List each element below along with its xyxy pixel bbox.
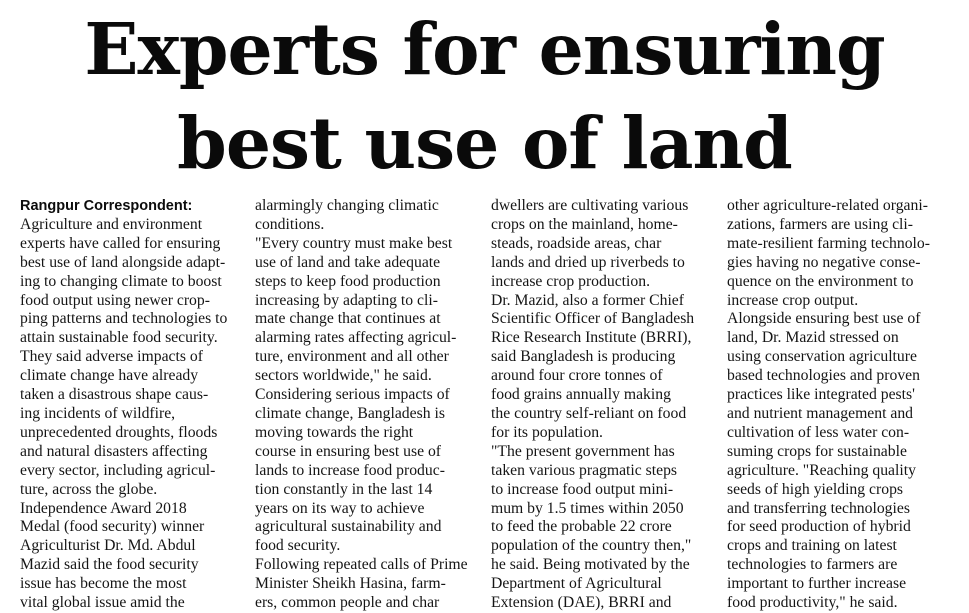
headline-line-1: Experts for ensuring <box>84 7 885 91</box>
body-text-line: vital global issue amid the <box>20 594 185 612</box>
body-text-line: Mazid said the food security <box>20 556 199 574</box>
body-text-line: Department of Agricultural <box>491 575 662 593</box>
body-text-line: unprecedented droughts, floods <box>20 423 218 441</box>
body-text-line: Agriculture and environment <box>20 215 203 233</box>
body-text-line: Alongside ensuring best use of <box>727 310 921 328</box>
body-text-line: attain sustainable food security. <box>20 329 218 347</box>
body-text-line: the country self-reliant on food <box>491 404 687 422</box>
body-text-line: using conservation agriculture <box>727 348 917 366</box>
body-text-line: lands to increase food produc- <box>255 461 445 479</box>
body-text-line: zations, farmers are using cli- <box>727 215 913 233</box>
body-text-line: Agriculturist Dr. Md. Abdul <box>20 537 196 555</box>
body-text-line: "Every country must make best <box>255 234 453 252</box>
body-text-line: years on its way to achieve <box>255 499 425 517</box>
body-text-line: ing incidents of wildfire, <box>20 404 176 422</box>
body-text-line: Minister Sheikh Hasina, farm- <box>255 575 446 593</box>
body-text-line: and transferring technologies <box>727 499 910 517</box>
body-text-line: crops and training on latest <box>727 537 897 555</box>
body-text-line: food productivity," he said. <box>727 594 898 612</box>
body-text-line: steps to keep food production <box>255 272 441 290</box>
body-text-line: important to further increase <box>727 575 907 593</box>
body-text-line: other agriculture-related organi- <box>727 197 928 214</box>
body-text-line: food grains annually making <box>491 386 671 404</box>
body-text-line: Rice Research Institute (BRRI), <box>491 329 692 347</box>
body-text-line: best use of land alongside adapt- <box>20 253 226 271</box>
body-text-line: ers, common people and char <box>255 594 440 612</box>
body-text-line: said Bangladesh is producing <box>491 348 676 366</box>
body-text-line: food security. <box>255 537 341 555</box>
body-text-line: lands and dried up riverbeds to <box>491 253 685 271</box>
body-text-line: conditions. <box>255 215 325 233</box>
body-text-line: steads, roadside areas, char <box>491 234 662 252</box>
byline: Rangpur Correspondent: <box>20 198 193 214</box>
article-column-4 <box>727 197 957 613</box>
body-text-line: to feed the probable 22 crore <box>491 518 672 536</box>
body-text-line: mum by 1.5 times within 2050 <box>491 499 684 517</box>
body-text-line: mate-resilient farming technolo- <box>727 234 930 252</box>
body-text-line: based technologies and proven <box>727 367 920 385</box>
body-text-line: Extension (DAE), BRRI and <box>491 594 672 612</box>
body-text-line: alarmingly changing climatic <box>255 197 439 214</box>
body-text-line: suming crops for sustainable <box>727 442 907 460</box>
body-text-line: course in ensuring best use of <box>255 442 442 460</box>
body-text-line: taken a disastrous shape caus- <box>20 386 209 404</box>
headline-line-2: best use of land <box>177 101 792 185</box>
body-text-line: population of the country then," <box>491 537 692 555</box>
body-text-line: he said. Being motivated by the <box>491 556 690 574</box>
body-text-line: issue has become the most <box>20 575 187 593</box>
body-text-line: climate change have already <box>20 367 199 385</box>
body-text-line: to increase food output mini- <box>491 480 674 498</box>
body-text-line: crops on the mainland, home- <box>491 215 678 233</box>
body-text-line: practices like integrated pests' <box>727 386 915 404</box>
body-text-line: every sector, including agricul- <box>20 461 216 479</box>
body-text-line: tion constantly in the last 14 <box>255 480 433 498</box>
body-text-line: increase crop production. <box>491 272 650 290</box>
body-text-line: land, Dr. Mazid stressed on <box>727 329 899 347</box>
body-text-line: Dr. Mazid, also a former Chief <box>491 291 684 309</box>
body-text-line: for seed production of hybrid <box>727 518 911 536</box>
body-text-line: food output using newer crop- <box>20 291 210 309</box>
body-text-line: sectors worldwide," he said. <box>255 367 432 385</box>
body-text-line: and nutrient management and <box>727 404 914 422</box>
body-text-line: "The present government has <box>491 442 675 460</box>
article-column-2 <box>255 197 479 613</box>
body-text-line: technologies to farmers are <box>727 556 898 574</box>
body-text-line: moving towards the right <box>255 423 414 441</box>
body-text-line: alarming rates affecting agricul- <box>255 329 457 347</box>
body-text-line: agriculture. "Reaching quality <box>727 461 916 479</box>
article-column-3 <box>491 197 715 613</box>
body-text-line: experts have called for ensuring <box>20 234 221 252</box>
body-text-line: Considering serious impacts of <box>255 386 450 404</box>
body-text-line: seeds of high yielding crops <box>727 480 904 498</box>
article-column-1 <box>20 197 244 613</box>
body-text-line: increase crop output. <box>727 291 859 309</box>
body-text-line: for its population. <box>491 423 603 441</box>
body-text-line: dwellers are cultivating various <box>491 197 689 214</box>
body-text-line: Medal (food security) winner <box>20 518 205 536</box>
headline <box>0 2 969 190</box>
body-text-line: and natural disasters affecting <box>20 442 208 460</box>
body-text-line: use of land and take adequate <box>255 253 441 271</box>
body-text-line: taken various pragmatic steps <box>491 461 678 479</box>
body-text-line: Following repeated calls of Prime <box>255 556 468 574</box>
body-text-line: ture, across the globe. <box>20 480 158 498</box>
body-text-line: increasing by adapting to cli- <box>255 291 438 309</box>
body-text-line: cultivation of less water con- <box>727 423 910 441</box>
body-text-line: ing to changing climate to boost <box>20 272 222 290</box>
body-text-line: gies having no negative conse- <box>727 253 921 271</box>
body-text-line: Independence Award 2018 <box>20 499 187 517</box>
body-text-line: climate change, Bangladesh is <box>255 404 445 422</box>
body-text-line: quence on the environment to <box>727 272 914 290</box>
body-text-line: They said adverse impacts of <box>20 348 203 366</box>
body-text-line: Scientific Officer of Bangladesh <box>491 310 695 328</box>
body-text-line: ping patterns and technologies to <box>20 310 228 328</box>
body-text-line: agricultural sustainability and <box>255 518 442 536</box>
body-text-line: around four crore tonnes of <box>491 367 663 385</box>
body-text-line: mate change that continues at <box>255 310 441 328</box>
body-text-line: ture, environment and all other <box>255 348 449 366</box>
